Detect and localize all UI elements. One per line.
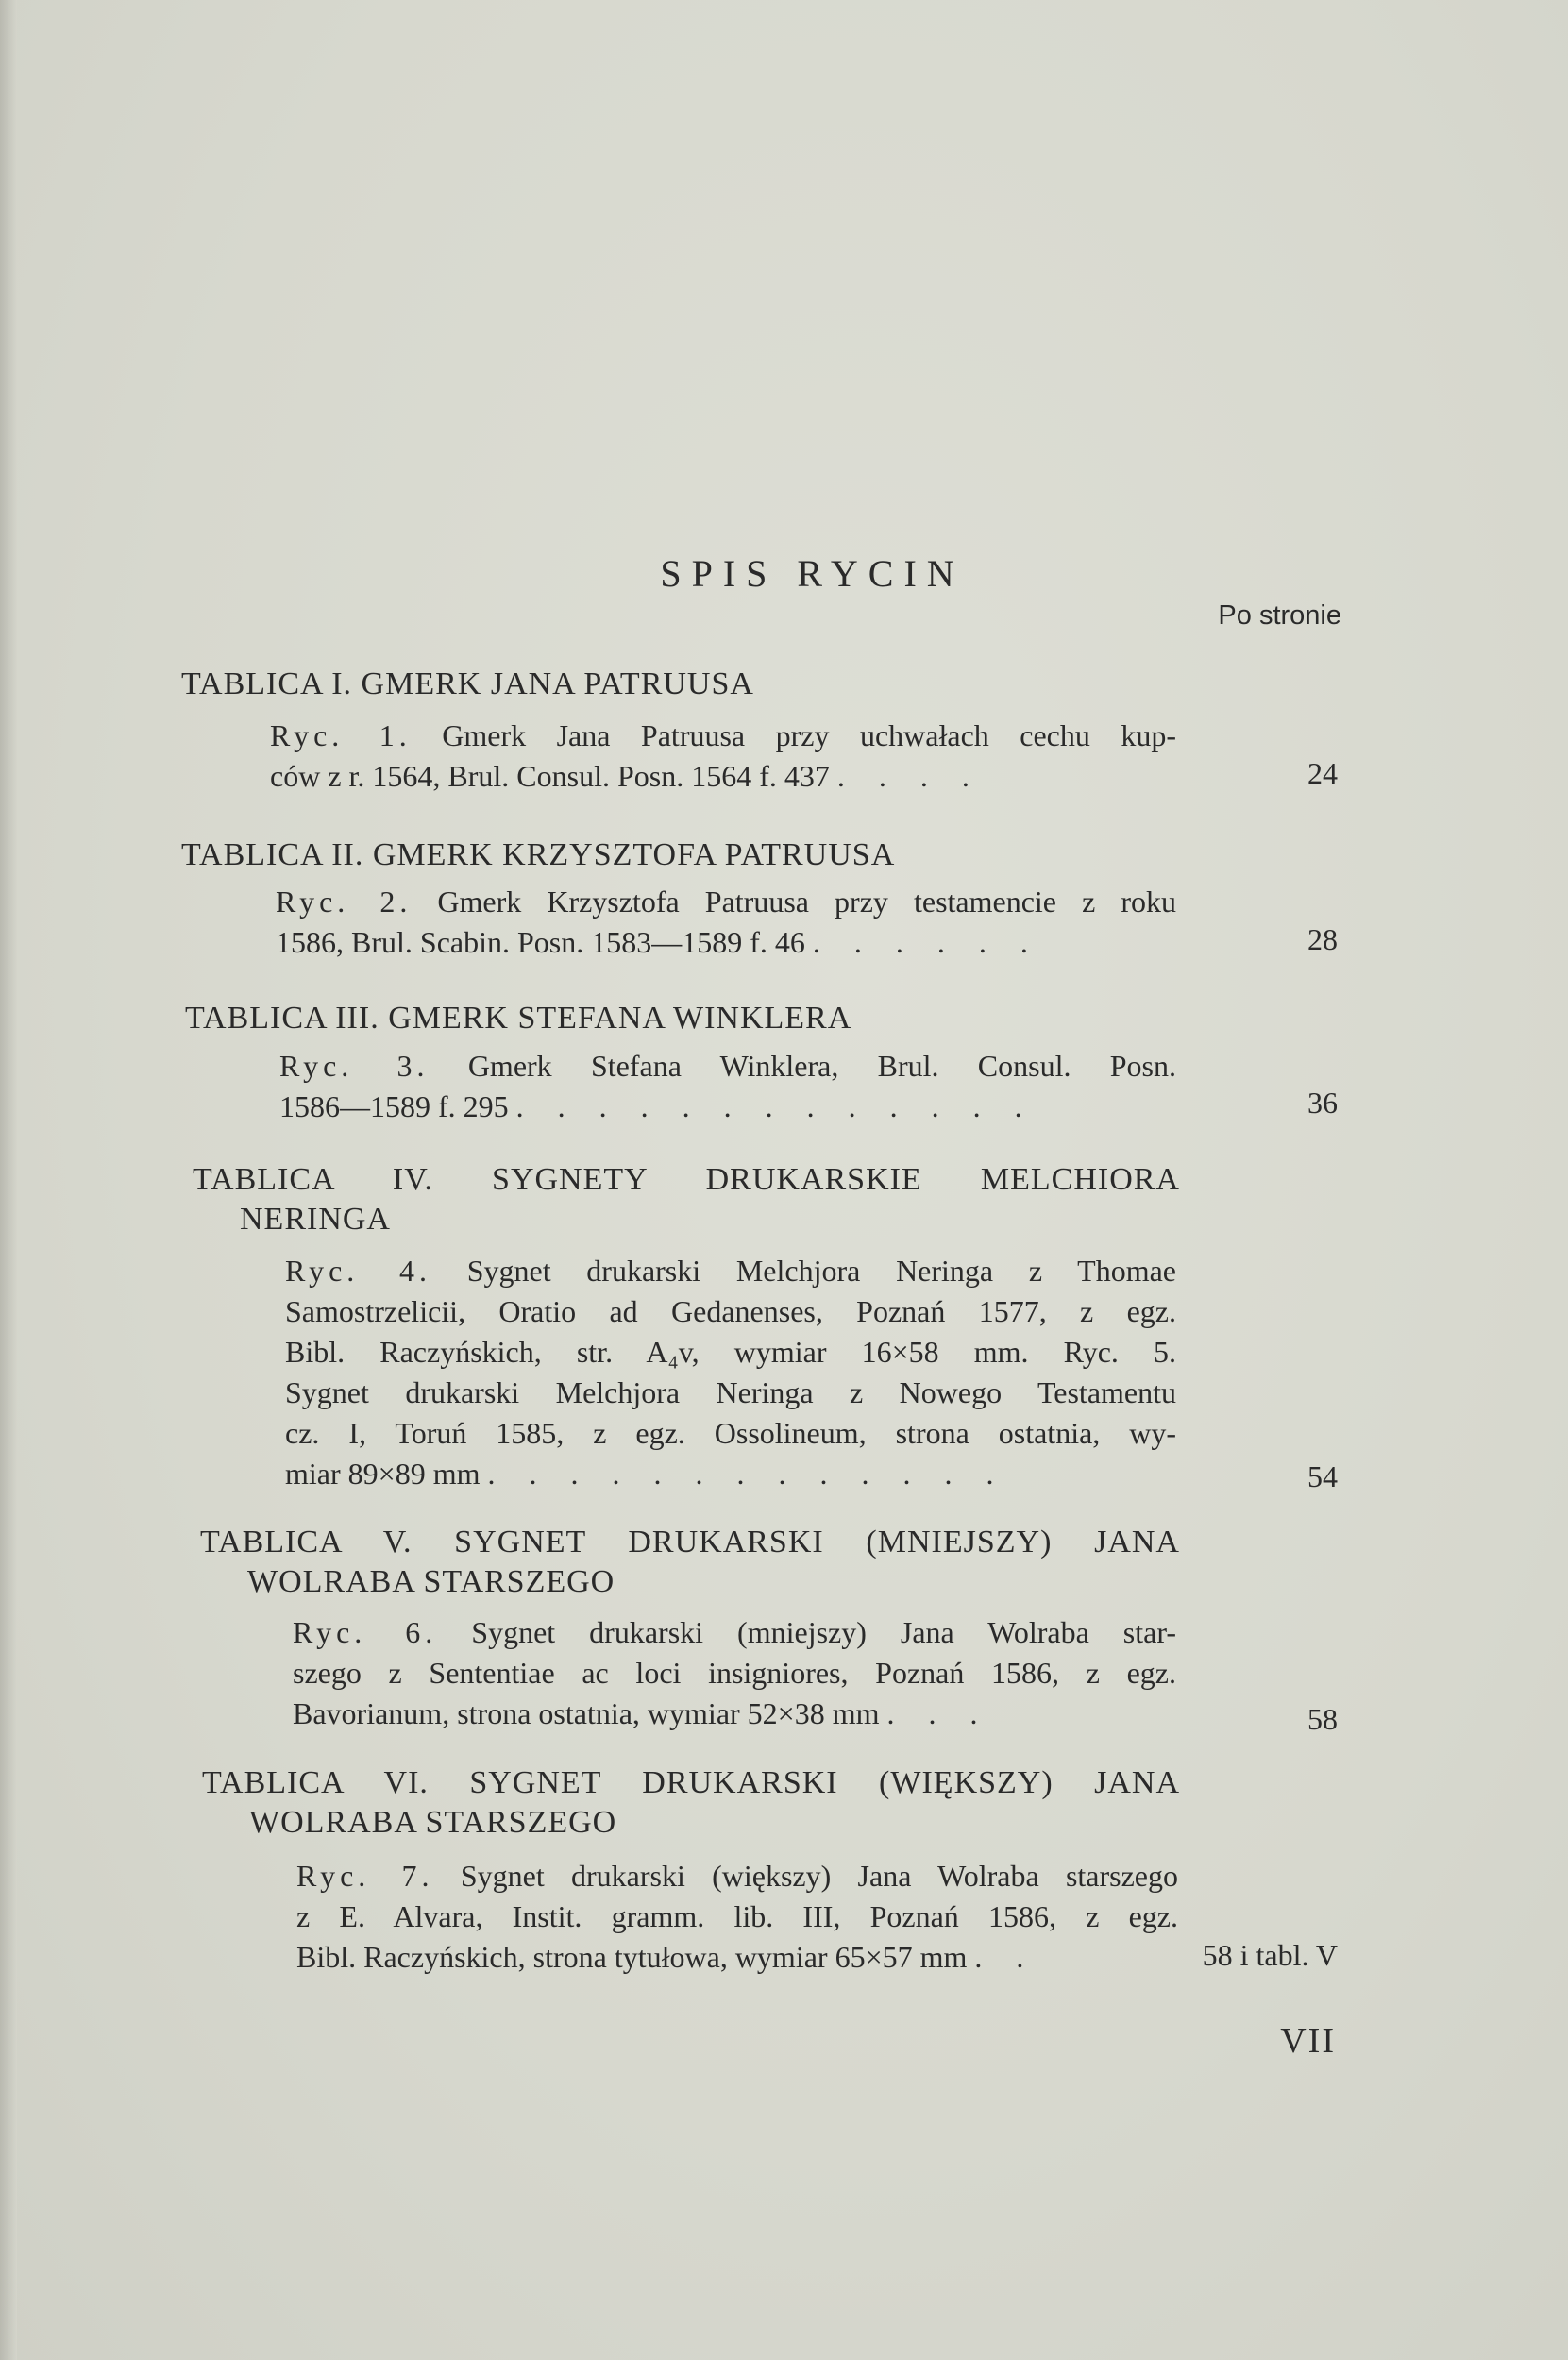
leader-dots: . . . . [836, 759, 983, 793]
page-number-5: 58 [1307, 1702, 1338, 1736]
column-header-page: Po stronie [1218, 600, 1341, 631]
entry-text: Sygnet drukarski (mniejszy) Jana Wolraba star- [437, 1615, 1177, 1649]
leader-dots: . . [974, 1940, 1037, 1974]
entry-text: miar 89×89 mm [285, 1457, 481, 1491]
plate-heading-5 [200, 1523, 1180, 1602]
entry-text: ców z r. 1564, Brul. Consul. Posn. 1564 f. 437 [270, 759, 830, 793]
plate-heading-line: TABLICA VI. SYGNET DRUKARSKI (WIĘKSZY) JANA [202, 1765, 1180, 1800]
entry-text: Sygnet drukarski Melchjora Neringa z Nowego Testamentu [285, 1375, 1176, 1409]
plate-heading-line: TABLICA IV. SYGNETY DRUKARSKIE MELCHIORA [193, 1162, 1180, 1197]
plate-heading-line: NERINGA [240, 1202, 391, 1237]
plate-heading-line: TABLICA II. GMERK KRZYSZTOFA PATRUUSA [181, 837, 896, 872]
page-title: SPIS RYCIN [660, 552, 965, 595]
plate-heading-2 [181, 835, 895, 875]
leader-dots: . . . . . . [812, 925, 1041, 959]
entry-text: Bibl. Raczyńskich, strona tytułowa, wymiar 65×57 mm [296, 1940, 968, 1974]
entry-text: Gmerk Stefana Winklera, Brul. Consul. Posn. [429, 1049, 1177, 1083]
entry-text: Sygnet drukarski Melchjora Neringa z Thomae [430, 1254, 1177, 1288]
page-number-4: 54 [1307, 1459, 1338, 1493]
figure-label: Ryc. 1. [270, 718, 412, 752]
figure-label: Ryc. 3. [279, 1049, 430, 1083]
entry-text: 1586—1589 f. 295 [279, 1089, 509, 1123]
figure-entry-1 [270, 716, 1176, 797]
figure-entry-4 [285, 1251, 1176, 1494]
entry-text: Gmerk Jana Patruusa przy uchwałach cechu kup- [411, 718, 1176, 752]
figure-label: Ryc. 7. [296, 1859, 434, 1893]
plate-heading-line: WOLRABA STARSZEGO [247, 1564, 615, 1599]
page-number-6: 58 i tabl. V [1202, 1938, 1338, 1972]
plate-heading-6 [202, 1763, 1180, 1843]
plate-heading-line: WOLRABA STARSZEGO [249, 1805, 617, 1840]
folio-page-number: VII [1280, 2021, 1336, 2061]
figure-label: Ryc. 4. [285, 1254, 431, 1288]
figure-entry-5 [293, 1612, 1176, 1734]
plate-heading-line: TABLICA III. GMERK STEFANA WINKLERA [185, 1001, 852, 1036]
entry-text: z E. Alvara, Instit. gramm. lib. III, Poznań 1586, z egz. [296, 1899, 1178, 1933]
plate-heading-4 [193, 1160, 1180, 1239]
figure-entry-3 [279, 1046, 1176, 1127]
entry-text: Samostrzelicii, Oratio ad Gedanenses, Poznań 1577, z egz. [285, 1294, 1176, 1328]
figure-entry-2 [276, 882, 1176, 963]
plate-heading-3 [185, 999, 851, 1038]
figure-label: Ryc. 6. [293, 1615, 438, 1649]
leader-dots: . . . . . . . . . . . . . [515, 1089, 1036, 1123]
page-number-1: 24 [1307, 756, 1338, 790]
page-number-3: 36 [1307, 1086, 1338, 1120]
entry-text: 1586, Brul. Scabin. Posn. 1583—1589 f. 46 [276, 925, 805, 959]
entry-text: Gmerk Krzysztofa Patruusa przy testamencie z roku [412, 885, 1177, 919]
page-gutter-shadow [0, 0, 17, 2360]
figure-entry-6 [296, 1856, 1178, 1978]
figure-label: Ryc. 2. [276, 885, 413, 919]
leader-dots: . . . . . . . . . . . . . [487, 1457, 1007, 1491]
entry-text: Bavorianum, strona ostatnia, wymiar 52×38 mm [293, 1696, 880, 1730]
entry-text: Sygnet drukarski (większy) Jana Wolraba starszego [433, 1859, 1179, 1893]
plate-heading-line: TABLICA I. GMERK JANA PATRUUSA [181, 666, 754, 701]
plate-heading-line: TABLICA V. SYGNET DRUKARSKI (MNIEJSZY) JANA [200, 1525, 1180, 1559]
leader-dots: . . . [886, 1696, 991, 1730]
page-number-2: 28 [1307, 922, 1338, 956]
entry-text: Bibl. Raczyńskich, str. A₄v, wymiar 16×58 mm. Ryc. 5. [285, 1335, 1176, 1369]
plate-heading-1 [181, 665, 754, 704]
entry-text: cz. I, Toruń 1585, z egz. Ossolineum, strona ostatnia, wy- [285, 1416, 1176, 1450]
entry-text: szego z Sententiae ac loci insigniores, Poznań 1586, z egz. [293, 1656, 1176, 1690]
